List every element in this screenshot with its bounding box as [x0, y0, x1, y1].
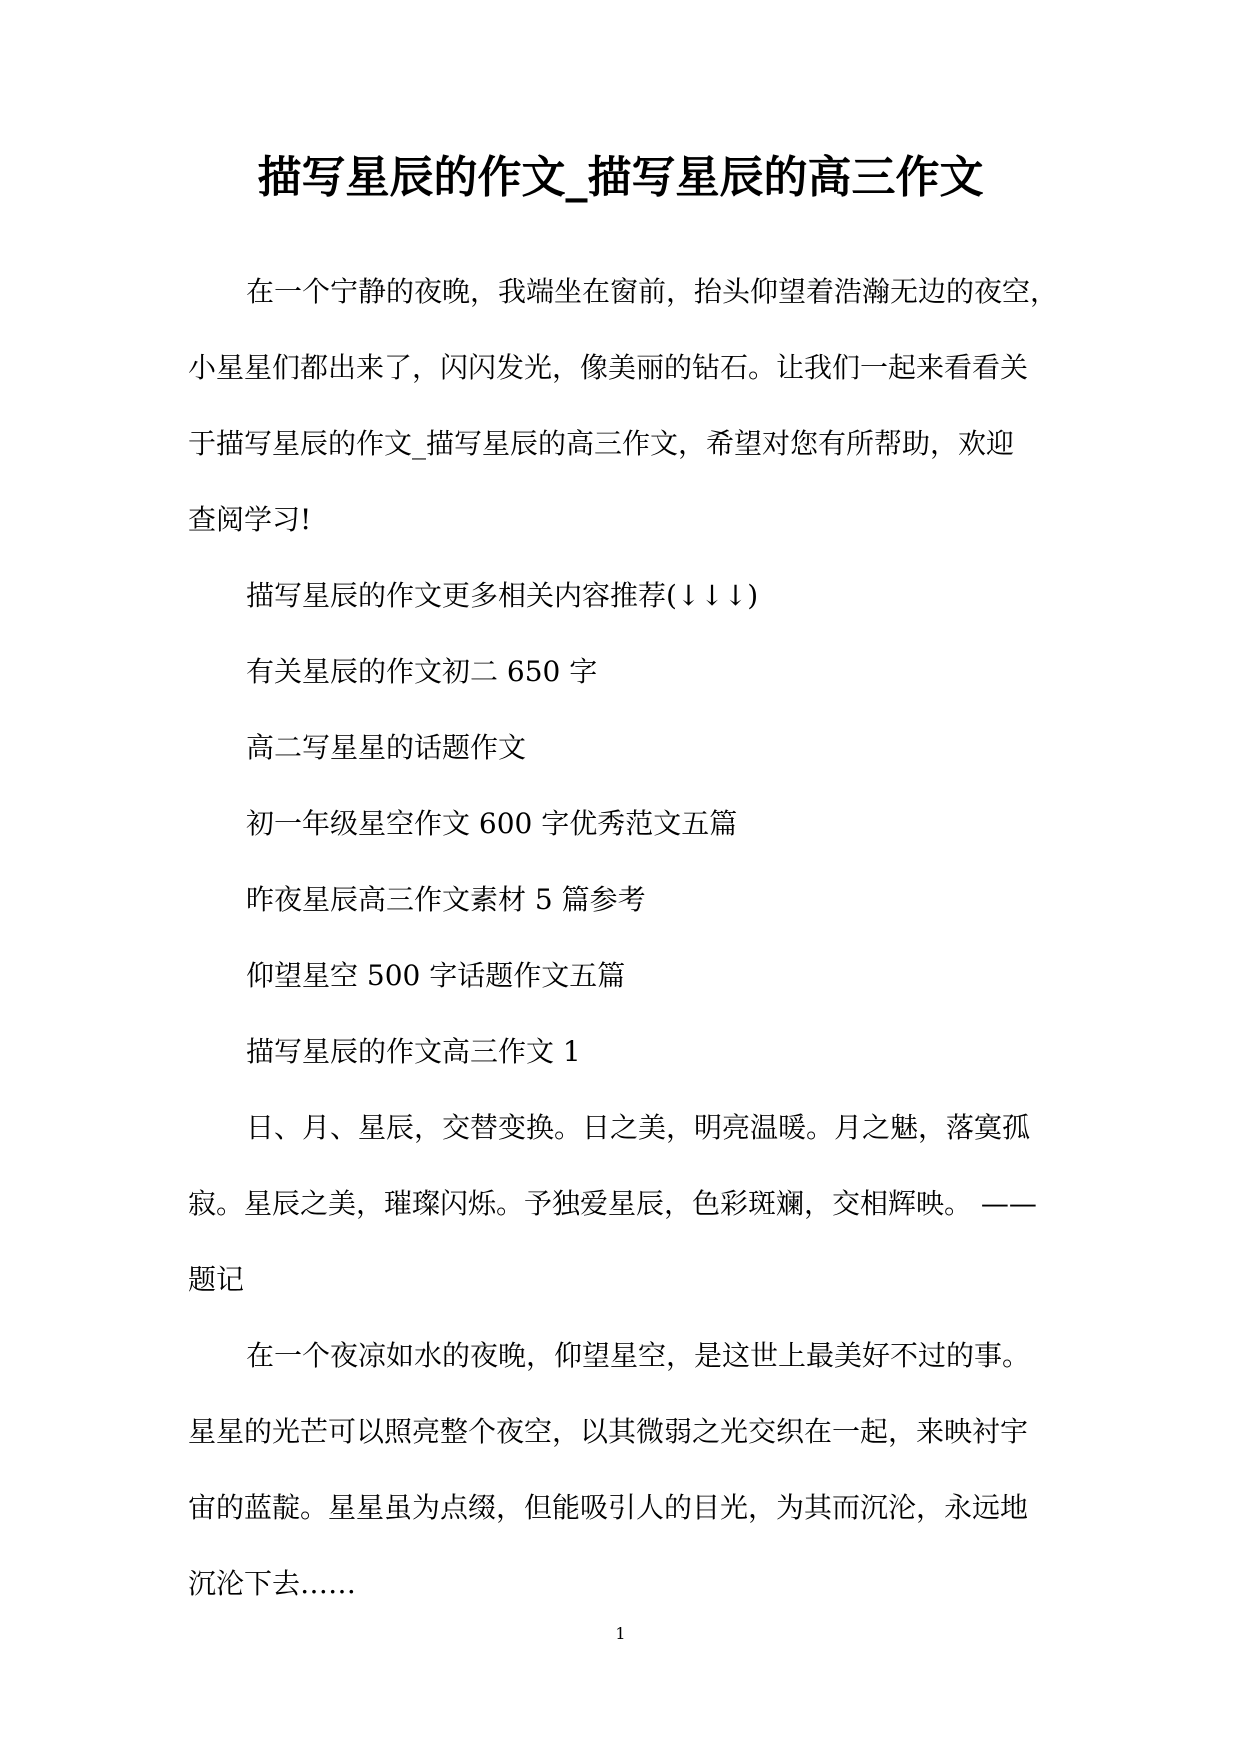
paragraph-line: 初一年级星空作文 600 字优秀范文五篇	[246, 807, 738, 840]
paragraph-line: 于描写星辰的作文_描写星辰的高三作文，希望对您有所帮助，欢迎	[188, 427, 1015, 460]
related-item	[188, 938, 1054, 1014]
paragraph-line: 日、月、星辰，交替变换。日之美，明亮温暖。月之魅，落寞孤	[246, 1111, 1031, 1144]
paragraph-body	[188, 1318, 1054, 1622]
paragraph-line: 查阅学习!	[188, 503, 312, 536]
related-item	[188, 634, 1054, 710]
paragraph-line: 在一个夜凉如水的夜晚，仰望星空，是这世上最美好不过的事。	[246, 1339, 1031, 1372]
paragraph-line: 小星星们都出来了，闪闪发光，像美丽的钻石。让我们一起来看看关	[188, 351, 1029, 384]
related-item	[188, 862, 1054, 938]
paragraph-line: 描写星辰的作文更多相关内容推荐(↓↓↓)	[246, 579, 759, 612]
paragraph-line: 高二写星星的话题作文	[246, 731, 527, 764]
paragraph-intro	[188, 254, 1059, 558]
paragraph-line: 有关星辰的作文初二 650 字	[246, 655, 598, 688]
document-body	[188, 254, 1059, 1622]
paragraph-line: 仰望星空 500 字话题作文五篇	[246, 959, 626, 992]
paragraph-line: 描写星辰的作文高三作文 1	[246, 1035, 581, 1068]
paragraph-line: 星星的光芒可以照亮整个夜空，以其微弱之光交织在一起，来映衬宇	[188, 1415, 1029, 1448]
paragraph-line: 沉沦下去……	[188, 1567, 357, 1600]
paragraph-line: 昨夜星辰高三作文素材 5 篇参考	[246, 883, 646, 916]
paragraph-line: 题记	[188, 1263, 245, 1296]
related-item	[188, 710, 1054, 786]
related-item	[188, 786, 1054, 862]
paragraph-epigraph	[188, 1090, 1054, 1318]
paragraph-line: 宙的蓝靛。星星虽为点缀，但能吸引人的目光，为其而沉沦，永远地	[188, 1491, 1029, 1524]
paragraph-line: 寂。星辰之美，璀璨闪烁。予独爱星辰，色彩斑斓，交相辉映。 ——	[188, 1187, 1037, 1220]
document-title: 描写星辰的作文_描写星辰的高三作文	[257, 152, 984, 203]
paragraph-line: 在一个宁静的夜晚，我端坐在窗前，抬头仰望着浩瀚无边的夜空，	[246, 275, 1059, 308]
related-heading	[188, 558, 1054, 634]
section-heading	[188, 1014, 1054, 1090]
page-number: 1	[615, 1624, 626, 1643]
